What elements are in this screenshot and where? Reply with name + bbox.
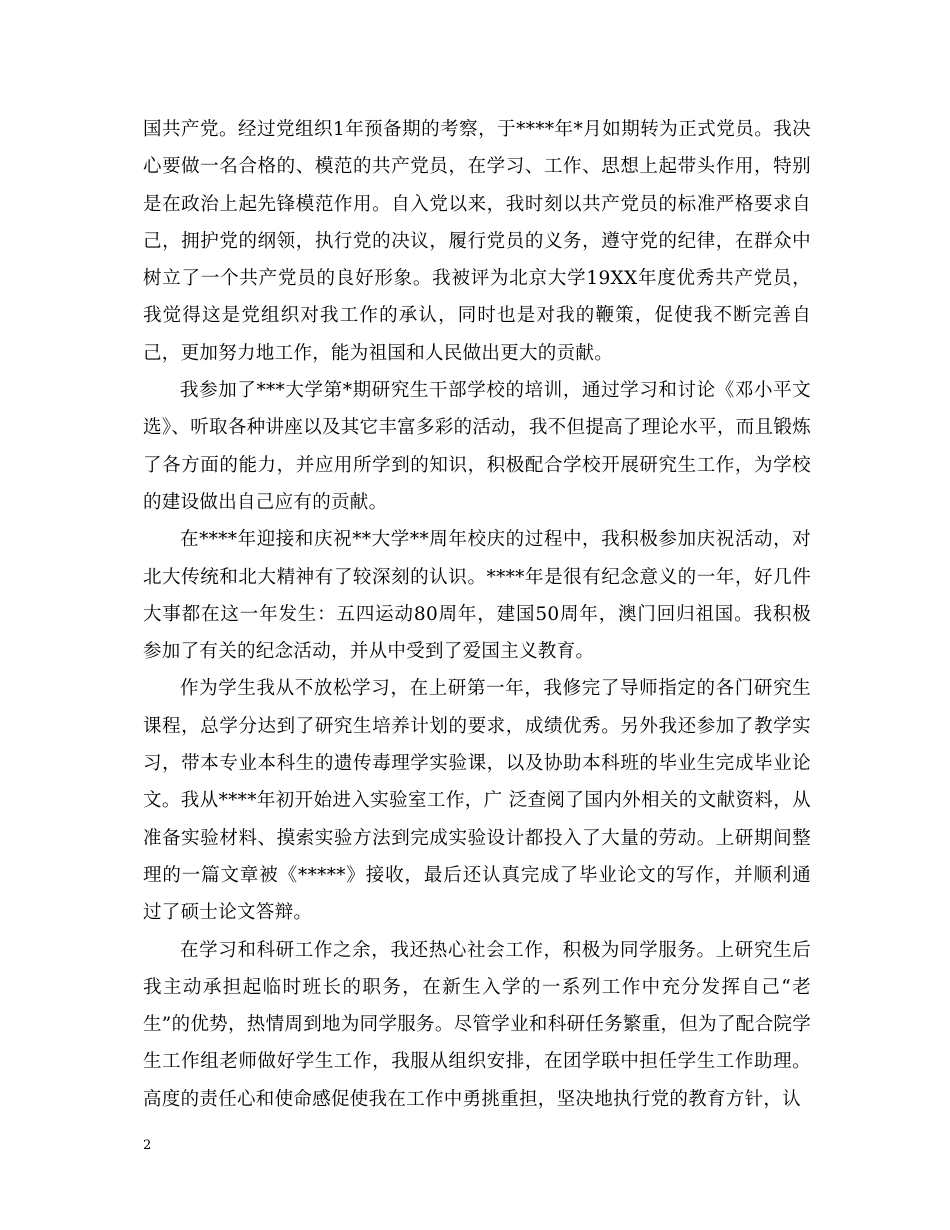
paragraph-cadre-training: 我参加了***大学第*期研究生干部学校的培训，通过学习和讨论《邓小平文选》、听取各种讲座以及其它丰富多彩的活动，我不但提高了理论水平，而且锻炼了各方面的能力，并应用所学到的知识，积极配合学校开展研究生工作，为学校的建设做出自己应有的贡献。 xyxy=(143,380,811,513)
paragraph-anniversary: 在****年迎接和庆祝**大学**周年校庆的过程中，我积极参加庆祝活动，对北大传统和北大精神有了较深刻的认识。****年是很有纪念意义的一年，好几件大事都在这一年发生：五四运动80周年，建国50周年，澳门回归祖国。我积极参加了有关的纪念活动，并从中受到了爱国主义教育。 xyxy=(143,529,811,663)
paragraph-party-membership: 国共产党。经过党组织1年预备期的考察，于****年*月如期转为正式党员。我决心要做一名合格的、模范的共产党员，在学习、工作、思想上起带头作用，特别是在政治上起先锋模范作用。自入党以来，我时刻以共产党员的标准严格要求自己，拥护党的纲领，执行党的决议，履行党员的义务，遵守党的纪律，在群众中树立了一个共产党员的良好形象。我被评为北京大学19XX年度优秀共产党员，我觉得这是党组织对我工作的承认，同时也是对我的鞭策，促使我不断完善自己，更加努力地工作，能为祖国和人民做出更大的贡献。 xyxy=(143,119,811,364)
paragraph-social-work: 在学习和科研工作之余，我还热心社会工作，积极为同学服务。上研究生后我主动承担起临时班长的职务，在新生入学的一系列工作中充分发挥自己“老生”的优势，热情周到地为同学服务。尽管学业和科研任务繁重，但为了配合院学生工作组老师做好学生工作，我服从组织安排，在团学联中担任学生工作助理。高度的责任心和使命感促使我在工作中勇挑重担，坚决地执行党的教育方针，认 xyxy=(143,939,811,1110)
page-number: 2 xyxy=(143,1138,152,1153)
body-text xyxy=(143,111,811,1118)
paragraph-study: 作为学生我从不放松学习，在上研第一年，我修完了导师指定的各门研究生课程，总学分达到了研究生培养计划的要求，成绩优秀。另外我还参加了教学实习，带本专业本科生的遗传毒理学实验课，以及协助本科班的毕业生完成毕业论文。我从****年初开始进入实验室工作，广 泛查阅了国内外相关的文献资料，从准备实验材料、摸索实验方法到完成实验设计都投入了大量的劳动。上研期间整理的一篇文章被《*****》接收，最后还认真完成了毕业论文的写作，并顺利通过了硕士论文答辩。 xyxy=(143,678,811,924)
